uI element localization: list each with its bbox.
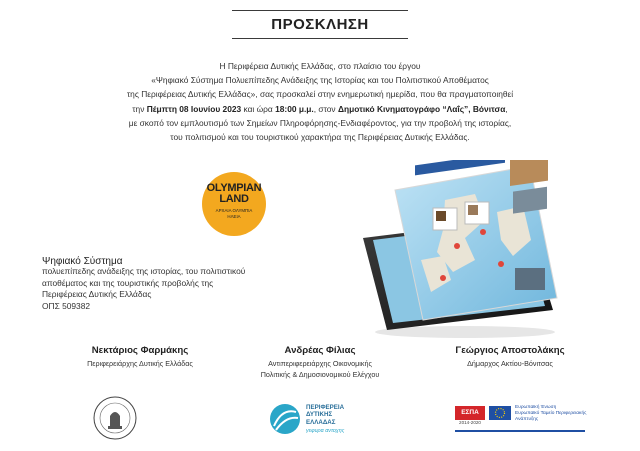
intro-line-4: [40, 102, 600, 116]
signatory-role: Περιφερειάρχης Δυτικής Ελλάδας: [87, 359, 193, 368]
smartphone-illustration: [325, 160, 575, 340]
municipality-seal-logo: [93, 396, 137, 440]
region-line-1: ΠΕΡΙΦΕΡΕΙΑ: [306, 404, 345, 411]
espa-label: ΕΣΠΑ: [455, 406, 485, 420]
signatory-3: [425, 344, 595, 369]
info-card-photo-1: [436, 211, 446, 221]
logo-line-2: LAND: [219, 193, 249, 205]
invitation-text: [40, 59, 600, 144]
espa-years: 2014-2020: [459, 420, 481, 425]
event-venue: Δημοτικό Κινηματογράφο “Λαΐς”, Βόνιτσα: [337, 103, 506, 114]
signatory-role: Αντιπεριφερειάρχης Οικονομικής: [268, 359, 372, 368]
system-code: ΟΠΣ 509382: [42, 300, 91, 311]
phone-app-graphic: [325, 160, 575, 340]
region-swirl-icon: [268, 402, 302, 436]
signatory-role-line-2: Πολιτικής & Δημοσιονομικού Ελέγχου: [260, 370, 380, 379]
olympian-land-logo: [202, 172, 266, 236]
intro-line-4d: ,: [505, 103, 508, 114]
intro-line-4b: και ώρα: [241, 103, 276, 114]
event-time: 18:00 μ.μ.: [275, 103, 314, 114]
map-pin-icon: [454, 243, 460, 249]
logo-line-4: ΗΛΕΙΑ: [227, 214, 241, 219]
logo-line-1: OLYMPIAN: [206, 182, 262, 194]
intro-line-4a: την: [132, 103, 147, 114]
intro-line-5: με σκοπό τον εμπλουτισμό των Σημείων Πληροφόρησης-Ενδιαφέροντος, για την προβολή της ιστορίας,: [128, 117, 512, 128]
signatory-role: Δήμαρχος Ακτίου-Βόνιτσας: [467, 359, 553, 368]
system-desc-3: Περιφέρειας Δυτικής Ελλάδας: [42, 289, 152, 300]
system-title: Ψηφιακό Σύστημα: [42, 256, 123, 267]
eu-text: [515, 405, 587, 423]
region-slogan: γεφυρα αντοχης: [306, 428, 345, 434]
map-pin-icon: [440, 275, 446, 281]
intro-line-2: «Ψηφιακό Σύστημα Πολυεπίπεδης Ανάδειξης της Ιστορίας και του Πολιτιστικού Αποθέματος: [151, 75, 489, 86]
intro-line-6: του πολιτισμού και του τουριστικού χαρακτήρα της Περιφέρειας Δυτικής Ελλάδας.: [170, 132, 470, 143]
system-desc-1: πολυεπίπεδης ανάδειξης της ιστορίας, του πολιτιστικού: [42, 266, 246, 276]
signatory-name: Ανδρέας Φίλιας: [284, 345, 356, 356]
event-date: Πέμπτη 08 Ιουνίου 2023: [146, 103, 242, 114]
region-western-greece-logo: [268, 398, 378, 442]
map-pin-icon: [480, 229, 486, 235]
photo-panel-3: [515, 268, 545, 290]
espa-divider: [455, 430, 585, 432]
info-card-photo-2: [468, 205, 478, 215]
intro-line-4c: , στον: [313, 103, 338, 114]
system-description: [42, 266, 292, 312]
system-desc-2: αποθέματος και της τουριστικής προβολής της: [42, 277, 214, 288]
intro-line-3: της Περιφέρειας Δυτικής Ελλάδας», σας προσκαλεί στην ενημερωτική ημερίδα, που θα πραγματοποιηθεί: [126, 89, 514, 100]
signatory-1: [60, 344, 220, 369]
signatory-2: [230, 344, 410, 380]
eu-flag-icon: [489, 406, 511, 420]
signatory-name: Γεώργιος Αποστολάκης: [455, 345, 565, 356]
page-title: ΠΡΟΣΚΛΗΣΗ: [232, 10, 408, 39]
region-name: [306, 404, 344, 426]
logo-line-3: ΑΡΧΑΙΑ ΟΛΥΜΠΙΑ: [215, 208, 253, 213]
photo-panel-1: [510, 160, 548, 186]
map-pin-icon: [498, 261, 504, 267]
signatory-name: Νεκτάριος Φαρμάκης: [91, 345, 189, 356]
region-line-3: ΕΛΛΑΔΑΣ: [306, 418, 336, 426]
intro-line-1: Η Περιφέρεια Δυτικής Ελλάδας, στο πλαίσιο του έργου: [219, 61, 421, 71]
municipality-seal-icon: [93, 396, 137, 440]
eu-label-1: Ευρωπαϊκή Ένωση: [515, 405, 557, 410]
eu-label-2: Ευρωπαϊκό Ταμείο Περιφερειακής Ανάπτυξης: [515, 411, 587, 422]
region-line-2: ΔΥΤΙΚΗΣ: [306, 411, 333, 419]
espa-eu-logo: [455, 404, 585, 438]
